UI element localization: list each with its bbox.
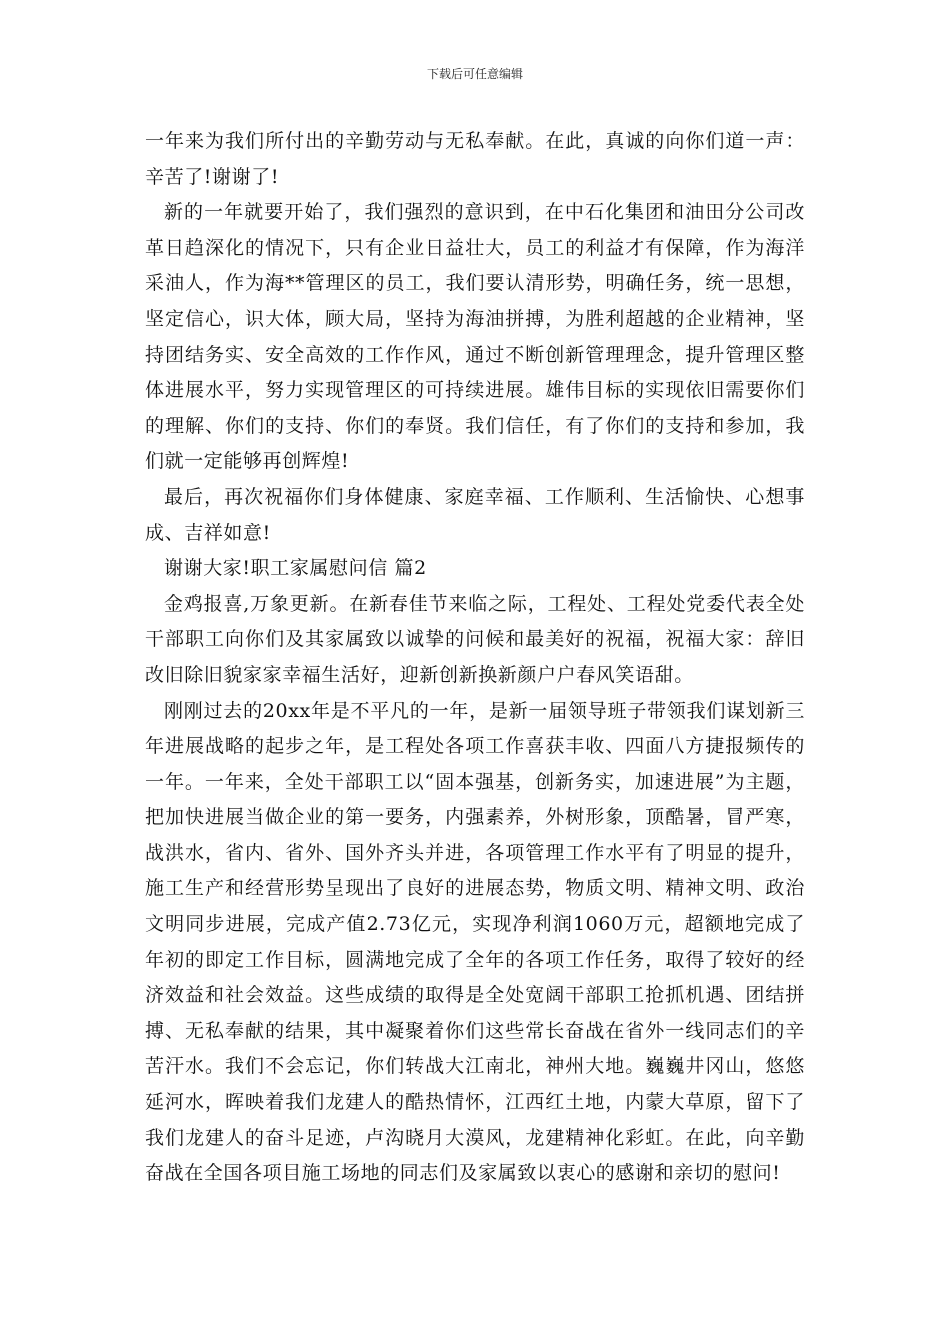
page-header: 下载后可任意编辑 bbox=[426, 67, 523, 81]
section-title: 谢谢大家!职工家属慰问信 篇2 bbox=[164, 557, 427, 580]
paragraph-blessing: 最后，再次祝福你们身体健康、家庭幸福、工作顺利、生活愉快、心想事成、吉祥如意! bbox=[145, 485, 805, 544]
paragraph-new-year: 新的一年就要开始了，我们强烈的意识到，在中石化集团和油田分公司改革日趋深化的情况下，只有企业日益壮大，员工的利益才有保障，作为海洋采油人，作为海**管理区的员工，我们要认清形势，明确任务，统一思想，坚定信心，识大体，顾大局，坚持为海油拼搏，为胜利超越的企业精神，坚持团结务实、安全高效的工作作风，通过不断创新管理理念，提升管理区整体进展水平，努力实现管理区的可持续进展。雄伟目标的实现依旧需要你们的理解、你们的支持、你们的奉贤。我们信任，有了你们的支持和参加，我们就一定能够再创辉煌! bbox=[145, 201, 805, 473]
paragraph-continued: 一年来为我们所付出的辛勤劳动与无私奉献。在此，真诚的向你们道一声：辛苦了!谢谢了! bbox=[145, 130, 805, 188]
paragraph-greeting: 金鸡报喜,万象更新。在新春佳节来临之际，工程处、工程处党委代表全处干部职工向你们及其家属致以诚挚的问候和最美好的祝福，祝福大家：辞旧改旧除旧貌家家幸福生活好，迎新创新换新颜户户春风笑语甜。 bbox=[145, 592, 805, 686]
document-body bbox=[145, 124, 805, 1192]
paragraph-review: 刚刚过去的20xx年是不平凡的一年，是新一届领导班子带领我们谋划新三年进展战略的起步之年，是工程处各项工作喜获丰收、四面八方捷报频传的一年。一年来，全处干部职工以“固本强基，创新务实，加速进展”为主题，把加快进展当做企业的第一要务，内强素养，外树形象，顶酷暑，冒严寒，战洪水，省内、省外、国外齐头并进，各项管理工作水平有了明显的提升，施工生产和经营形势呈现出了良好的进展态势，物质文明、精神文明、政治文明同步进展，完成产值2.73亿元，实现净利润1060万元，超额地完成了年初的即定工作目标，圆满地完成了全年的各项工作任务，取得了较好的经济效益和社会效益。这些成绩的取得是全处宽阔干部职工抢抓机遇、团结拼搏、无私奉献的结果，其中凝聚着你们这些常长奋战在省外一线同志们的辛苦汗水。我们不会忘记，你们转战大江南北，神州大地。巍巍井冈山，悠悠延河水，晖映着我们龙建人的酷热情怀，江西红土地，内蒙大草原，留下了我们龙建人的奋斗足迹，卢沟晓月大漠风，龙建精神化彩虹。在此，向辛勤奋战在全国各项目施工场地的同志们及家属致以衷心的感谢和亲切的慰问! bbox=[145, 699, 805, 1185]
